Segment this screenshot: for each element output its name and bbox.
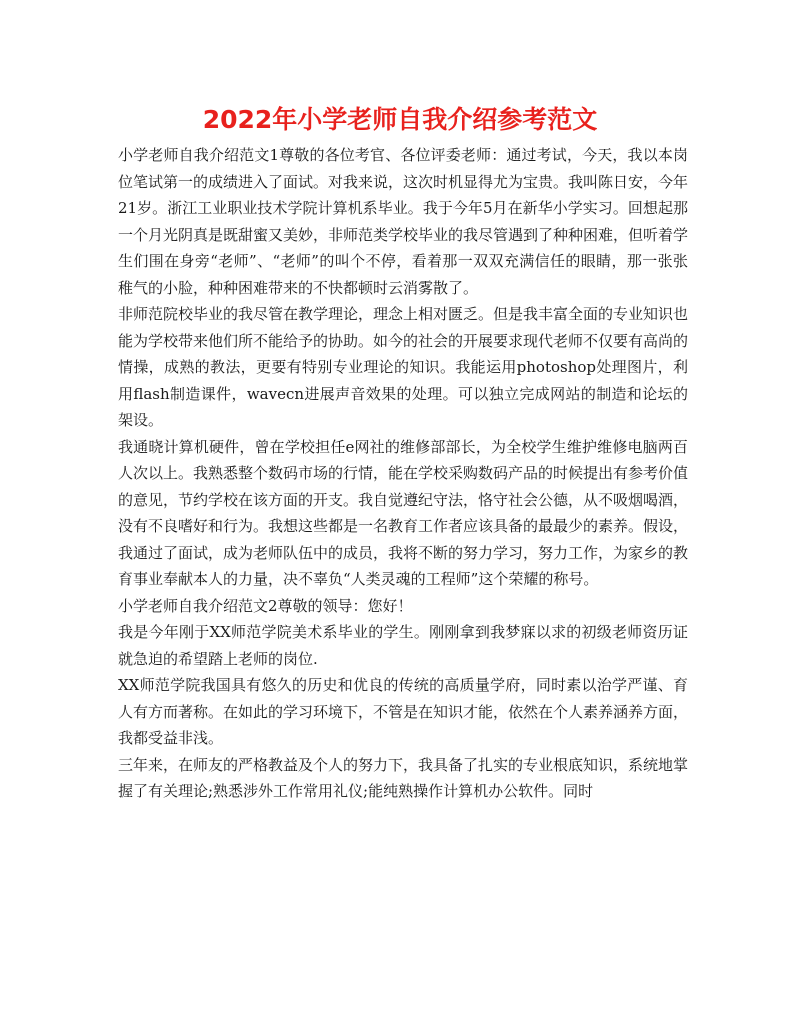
paragraph-5: 我是今年刚于XX师范学院美术系毕业的学生。刚刚拿到我梦寐以求的初级老师资历证就急迫的希望踏上老师的岗位. [118,623,688,668]
paragraph-3: 我通晓计算机硬件，曾在学校担任e网社的维修部部长，为全校学生维护维修电脑两百人次以上。我熟悉整个数码市场的行情，能在学校采购数码产品的时候提出有参考价值的意见，节约学校在该方面的开支。我自觉遵纪守法，恪守社会公德，从不吸烟喝酒，没有不良嗜好和行为。我想这些都是一名教育工作者应该具备的最最少的素养。假设，我通过了面试，成为老师队伍中的成员，我将不断的努力学习，努力工作，为家乡的教育事业奉献本人的力量，决不辜负“人类灵魂的工程师”这个荣耀的称号。 [118,437,689,588]
document-body [118,142,688,805]
paragraph-7: 三年来，在师友的严格教益及个人的努力下，我具备了扎实的专业根底知识，系统地掌握了有关理论;熟悉涉外工作常用礼仪;能纯熟操作计算机办公软件。同时 [118,755,689,800]
paragraph-1: 小学老师自我介绍范文1尊敬的各位考官、各位评委老师：通过考试，今天，我以本岗位笔试第一的成绩进入了面试。对我来说，这次时机显得尤为宝贵。我叫陈日安，今年21岁。浙江工业职业技术学院计算机系毕业。我于今年5月在新华小学实习。回想起那一个月光阴真是既甜蜜又美妙，非师范类学校毕业的我尽管遇到了种种困难，但听着学生们围在身旁“老师”、“老师”的叫个不停，看着那一双双充满信任的眼睛，那一张张稚气的小脸，种种困难带来的不快都顿时云消雾散了。 [118,146,689,297]
paragraph-6: XX师范学院我国具有悠久的历史和优良的传统的高质量学府，同时素以治学严谨、育人有方而著称。在如此的学习环境下，不管是在知识才能，依然在个人素养涵养方面，我都受益非浅。 [118,676,689,747]
paragraph-2: 非师范院校毕业的我尽管在教学理论，理念上相对匮乏。但是我丰富全面的专业知识也能为学校带来他们所不能给予的协助。如今的社会的开展要求现代老师不仅要有高尚的情操，成熟的教法，更要有特别专业理论的知识。我能运用photoshop处理图片，利用flash制造课件，wavecn进展声音效果的处理。可以独立完成网站的制造和论坛的架设。 [118,305,689,429]
paragraph-4: 小学老师自我介绍范文2尊敬的领导：您好！ [118,596,413,615]
document-title: 2022年小学老师自我介绍参考范文 [202,105,598,134]
